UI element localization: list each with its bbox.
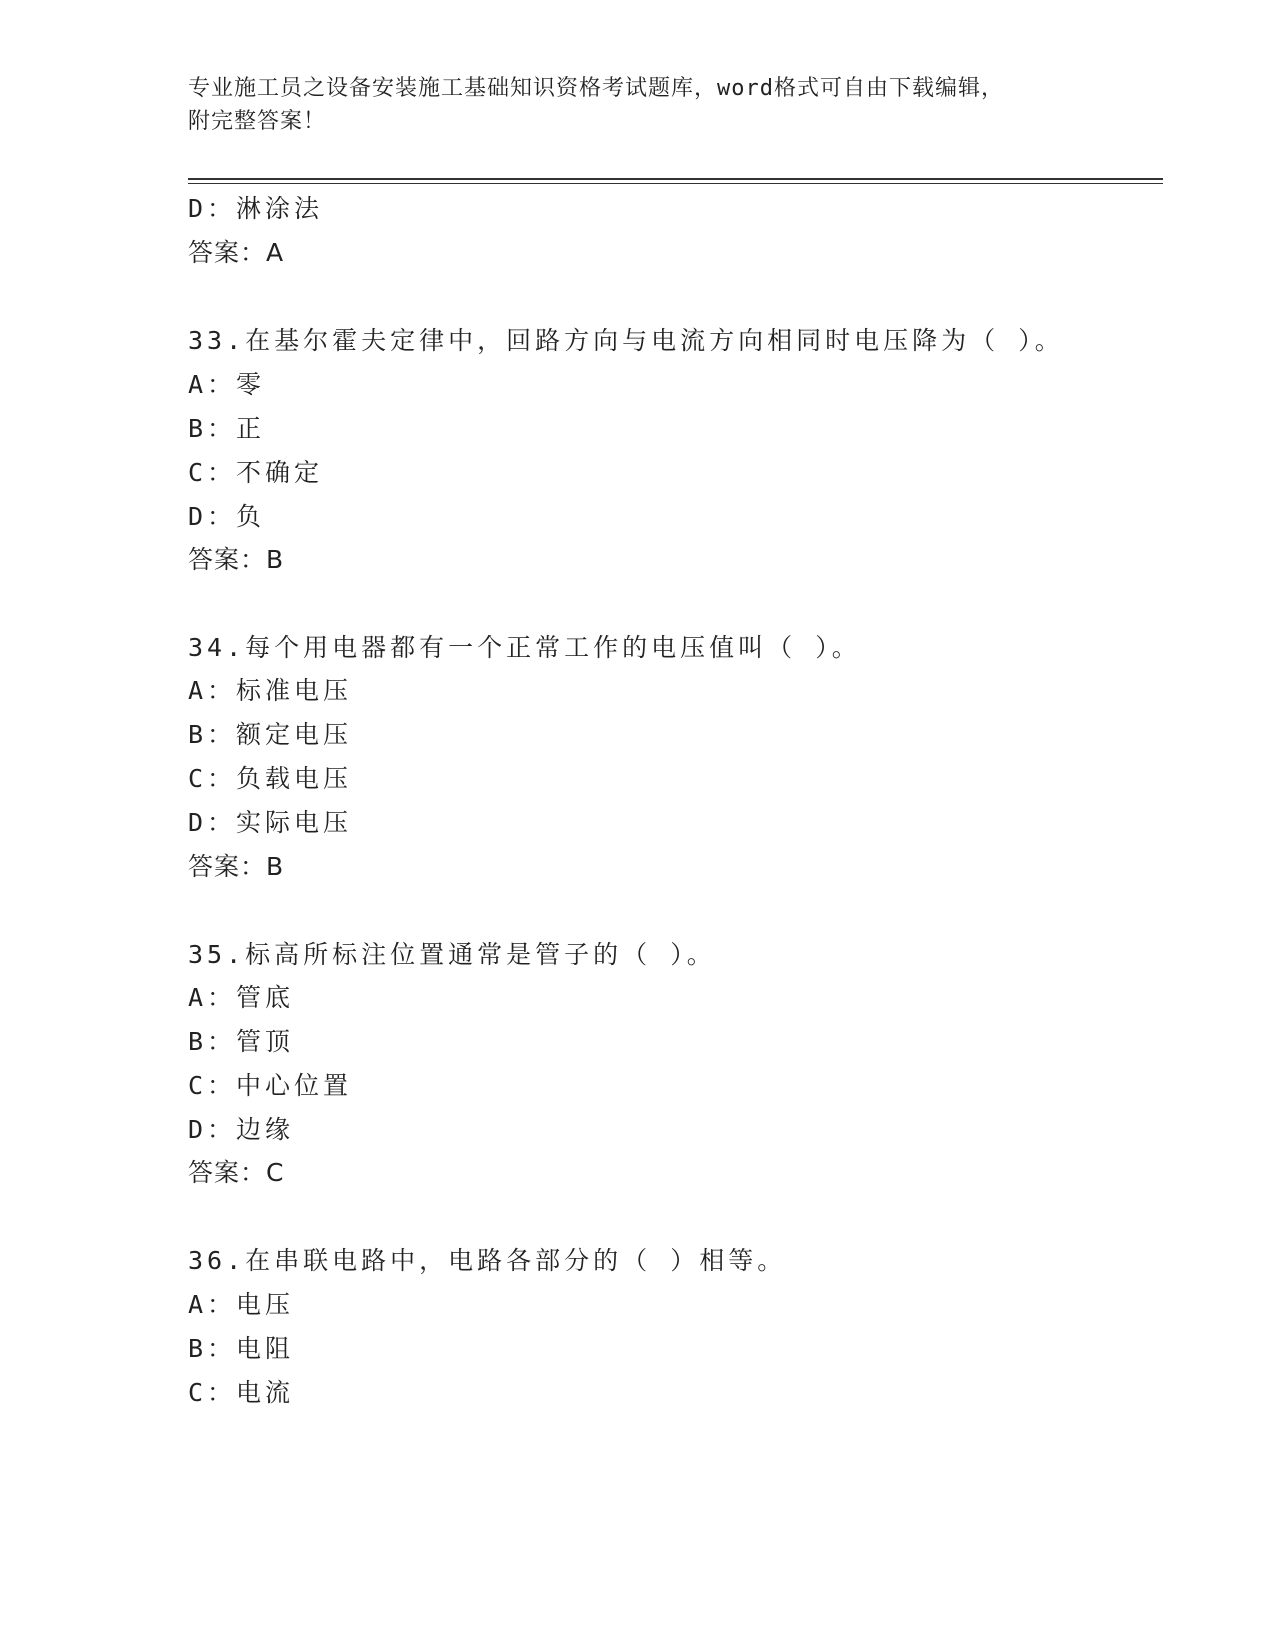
question-stem-33: 33.在基尔霍夫定律中，回路方向与电流方向相同时电压降为（ ）。 [188, 326, 1064, 355]
answer-line: 答案：C [188, 1158, 285, 1187]
question-stem-35: 35.标高所标注位置通常是管子的（ ）。 [188, 940, 716, 969]
option-d: D：淋涂法 [188, 194, 324, 223]
option-a: A：标准电压 [188, 676, 353, 705]
option-c: C：负载电压 [188, 764, 353, 793]
answer-line: 答案：B [188, 545, 285, 574]
option-c: C：电流 [188, 1378, 295, 1407]
option-d: D：边缘 [188, 1115, 295, 1144]
option-b: B：正 [188, 414, 266, 443]
answer-line: 答案：B [188, 852, 285, 881]
option-b: B：电阻 [188, 1334, 295, 1363]
option-a: A：电压 [188, 1290, 295, 1319]
document-header [188, 72, 1088, 138]
header-divider-thin [188, 183, 1163, 184]
option-b: B：管顶 [188, 1027, 295, 1056]
header-divider-thick [188, 178, 1163, 180]
option-c: C：不确定 [188, 458, 324, 487]
header-line-1: 专业施工员之设备安装施工基础知识资格考试题库，word格式可自由下载编辑， [188, 76, 1004, 101]
question-stem-34: 34.每个用电器都有一个正常工作的电压值叫（ ）。 [188, 633, 861, 662]
question-stem-36: 36.在串联电路中，电路各部分的（ ）相等。 [188, 1246, 787, 1275]
option-d: D：实际电压 [188, 808, 353, 837]
option-a: A：管底 [188, 983, 295, 1012]
option-b: B：额定电压 [188, 720, 353, 749]
answer-line: 答案：A [188, 238, 285, 267]
option-a: A：零 [188, 370, 266, 399]
option-c: C：中心位置 [188, 1071, 353, 1100]
header-line-2: 附完整答案！ [188, 109, 327, 134]
option-d: D：负 [188, 502, 266, 531]
